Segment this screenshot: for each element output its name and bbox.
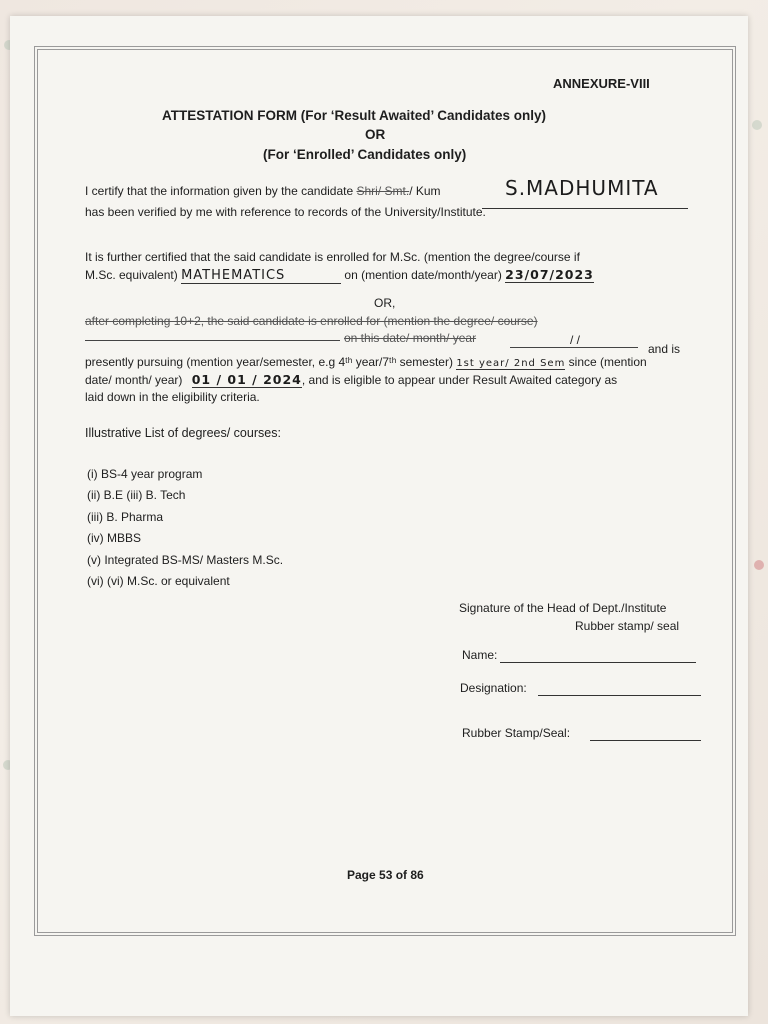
- document-page: [10, 16, 748, 1016]
- since-date-line: [85, 372, 617, 388]
- rubber-stamp-field-line[interactable]: [590, 740, 701, 741]
- name-field-line[interactable]: [500, 662, 696, 663]
- list-item: (iv) MBBS: [87, 531, 141, 545]
- cloth-pattern: [752, 120, 762, 130]
- designation-field-line[interactable]: [538, 695, 701, 696]
- stamp-seal-label: Rubber stamp/ seal: [575, 619, 680, 633]
- list-item: (i) BS-4 year program: [87, 467, 203, 481]
- date-slashes: / /: [570, 333, 581, 347]
- date-blank-line: [510, 347, 638, 348]
- pursuing-label: presently pursuing (mention year/semester, e.g 4ᵗʰ year/7ᵗʰ semester): [85, 355, 453, 369]
- designation-label: Designation:: [460, 681, 527, 695]
- struck-title: Shri/ Smt.: [356, 184, 410, 198]
- verified-line: has been verified by me with reference to records of the University/Institute.: [85, 205, 486, 219]
- date-label: on (mention date/month/year): [344, 268, 506, 282]
- signature-label: Signature of the Head of Dept./Institute: [459, 601, 667, 615]
- struck-line-2: on this date/ month/ year: [344, 331, 477, 345]
- cloth-pattern: [754, 560, 764, 570]
- eligible-text: , and is eligible to appear under Result Awaited category as: [301, 373, 618, 387]
- since-date-value: 01 / 01 / 2024: [191, 372, 302, 387]
- certify-text: I certify that the information given by the candidate: [85, 184, 357, 198]
- since-date-label: date/ month/ year): [85, 373, 183, 387]
- struck-underline: [85, 340, 340, 341]
- name-label: Name:: [462, 648, 498, 662]
- struck-line-1: after completing 10+2, the said candidate is enrolled for (mention the degree/ course): [85, 314, 538, 328]
- msc-equivalent-line: [85, 267, 594, 284]
- form-title: ATTESTATION FORM (For ‘Result Awaited’ Candidates only): [162, 108, 547, 123]
- rubber-stamp-label: Rubber Stamp/Seal:: [462, 726, 571, 740]
- pursuing-line: [85, 355, 647, 370]
- and-is-label: and is: [648, 342, 681, 356]
- criteria-line: laid down in the eligibility criteria.: [85, 390, 260, 404]
- or-divider: OR,: [374, 296, 396, 310]
- list-item: (vi) (vi) M.Sc. or equivalent: [87, 574, 230, 588]
- annexure-label: ANNEXURE-VIII: [553, 76, 650, 91]
- page-number: Page 53 of 86: [347, 868, 424, 882]
- list-heading: Illustrative List of degrees/ courses:: [85, 426, 281, 440]
- enrolled-line: It is further certified that the said candidate is enrolled for M.Sc. (mention the degree/course if: [85, 250, 580, 264]
- list-item: (v) Integrated BS-MS/ Masters M.Sc.: [87, 553, 284, 567]
- form-title-or: OR: [365, 127, 386, 142]
- year-semester-value: 1st year/ 2nd Sem: [456, 358, 566, 369]
- kum-label: / Kum: [409, 184, 441, 198]
- form-subtitle: (For ‘Enrolled’ Candidates only): [263, 147, 467, 162]
- list-item: (ii) B.E (iii) B. Tech: [87, 488, 186, 502]
- enrolment-date: 23/07/2023: [505, 267, 594, 282]
- msc-equivalent-label: M.Sc. equivalent): [85, 268, 178, 282]
- since-label: since (mention: [568, 355, 647, 369]
- certify-line: [85, 184, 441, 198]
- course-value: MATHEMATICS: [181, 268, 341, 284]
- candidate-name: S.MADHUMITA: [505, 176, 659, 200]
- list-item: (iii) B. Pharma: [87, 510, 164, 524]
- candidate-name-line: [482, 208, 688, 209]
